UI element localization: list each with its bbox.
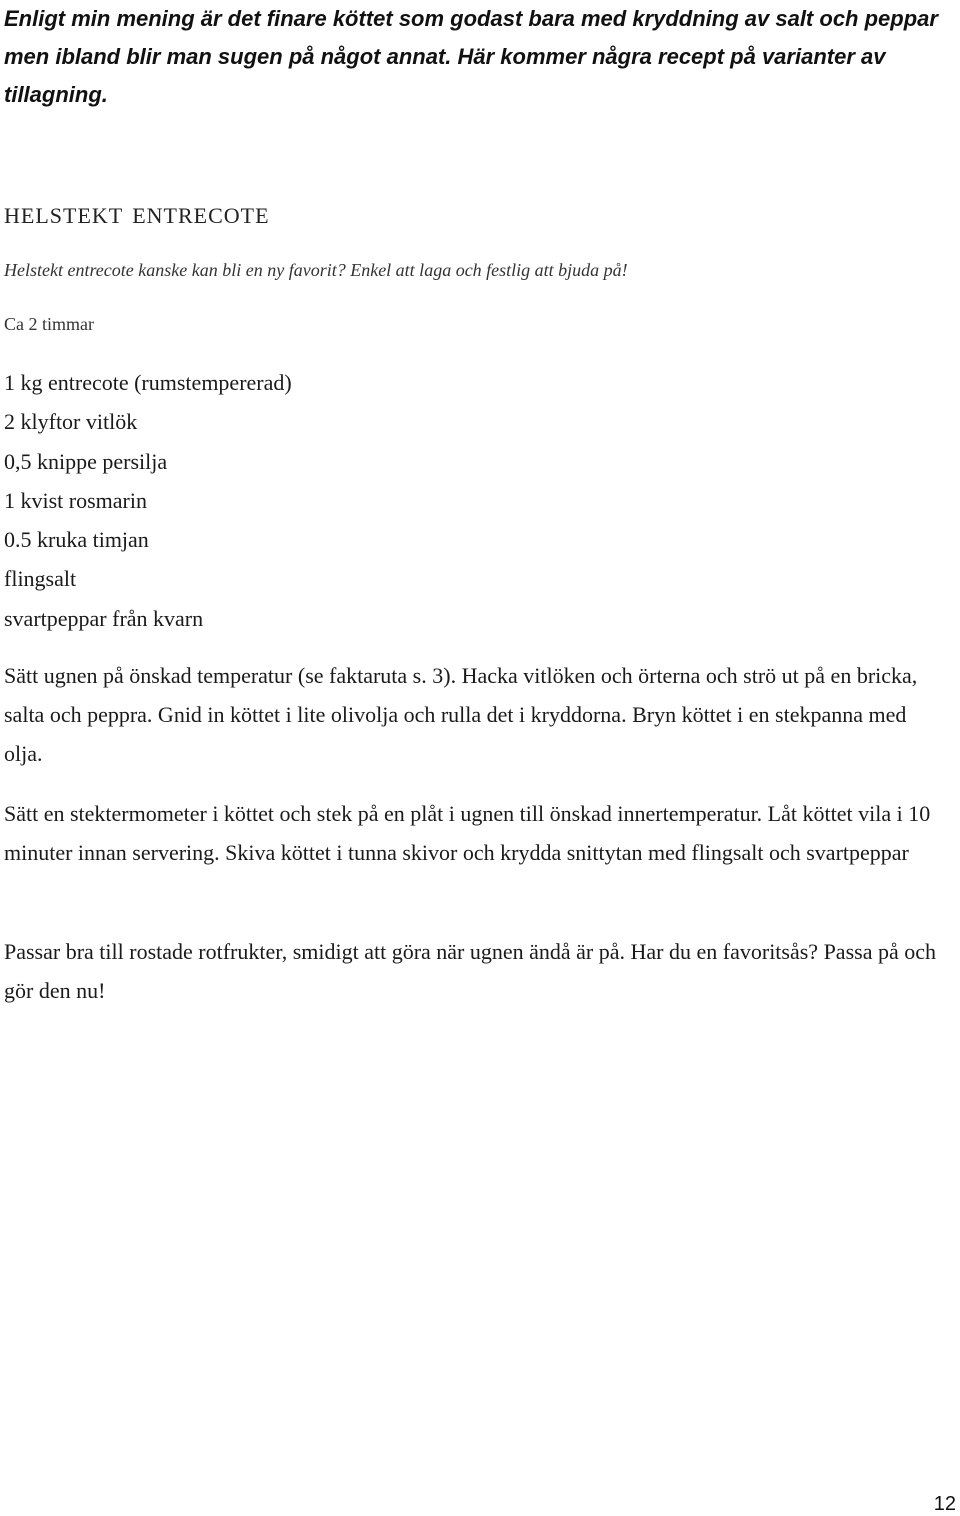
serving-tip-paragraph: Passar bra till rostade rotfrukter, smidigt att göra när ugnen ändå är på. Har du en favoritsås? Passa på och gör den nu! [4,939,936,1003]
instruction-paragraph: Sätt en stektermometer i köttet och stek på en plåt i ugnen till önskad innertemperatur. Låt köttet vila i 10 minuter innan servering. Skiva köttet i tunna skivor och krydda snittytan med flingsalt och svartpeppar [4,801,931,865]
page-number: 12 [933,1493,956,1515]
recipe-title: helstekt entrecote [4,194,270,230]
ingredient-item: 1 kvist rosmarin [4,487,147,513]
ingredient-item: 1 kg entrecote (rumstempererad) [4,370,292,395]
ingredient-item: 2 klyftor vitlök [4,409,138,435]
instruction-paragraph: Sätt ugnen på önskad temperatur (se faktaruta s. 3). Hacka vitlöken och örterna och strö ut på en bricka, salta och peppra. Gnid in köttet i lite olivolja och rulla det i kryddorna. Bryn köttet i en stekpanna med olja. [4,663,918,766]
ingredient-list [4,363,292,638]
ingredient-item: 0.5 kruka timjan [4,527,149,553]
recipe-subtitle: Helstekt entrecote kanske kan bli en ny favorit? Enkel att laga och festlig att bjuda på! [4,260,628,280]
intro-text: Enligt min mening är det finare köttet som godast bara med kryddning av salt och peppar men ibland blir man sugen på något annat. Här kommer några recept på varianter av tillagning. [4,6,938,107]
ingredient-item: svartpeppar från kvarn [4,605,204,631]
recipe-time: Ca 2 timmar [4,314,94,334]
ingredient-item: 0,5 knippe persilja [4,448,168,474]
ingredient-item: flingsalt [4,566,77,592]
